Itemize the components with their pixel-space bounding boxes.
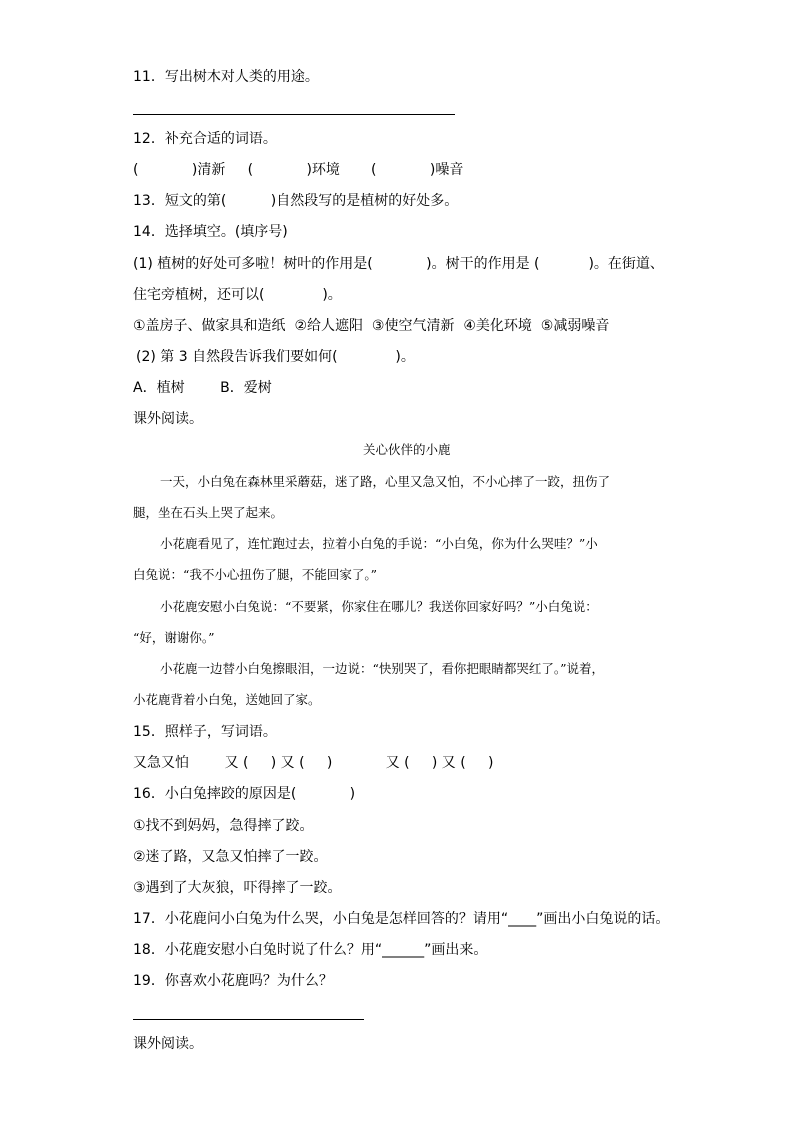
- q16-option-1: ①找不到妈妈，急得摔了跤。: [133, 818, 314, 834]
- q19-answer-line: [133, 1019, 364, 1020]
- q17-prompt-after: ”画出小白兔说的话。: [536, 911, 670, 927]
- q15-example: 又急又怕 又 ( ) 又 ( ) 又 ( ) 又 ( ): [133, 755, 494, 771]
- passage-para1-line1: 一天，小白兔在森林里采蘑菇，迷了路，心里又急又怕，不小心摔了一跤，扭伤了: [160, 474, 611, 489]
- passage-para4-line2: 小花鹿背着小白兔，送她回了家。: [133, 692, 321, 707]
- q12-blanks: ( )清新 ( )环境 ( )噪音: [133, 162, 464, 178]
- section-label-2: 课外阅读。: [133, 1036, 203, 1052]
- passage-para2-line1: 小花鹿看见了，连忙跑过去，拉着小白兔的手说：“小白兔，你为什么哭哇？”小: [160, 536, 598, 551]
- q18-prompt-before: 18．小花鹿安慰小白兔时说了什么？用“: [133, 942, 383, 958]
- q13-prompt: 13．短文的第( )自然段写的是植树的好处多。: [133, 193, 459, 209]
- q15-prompt: 15．照样子，写词语。: [133, 724, 277, 740]
- passage-para2-line2: 白兔说：“我不小心扭伤了腿，不能回家了。”: [133, 567, 378, 582]
- q18-prompt-after: ”画出来。: [424, 942, 488, 958]
- section-label: 课外阅读。: [133, 411, 203, 427]
- q18-underline-mark: ______: [382, 942, 425, 958]
- q14-part1-line1: (1) 植树的好处可多啦！树叶的作用是( )。树干的作用是 ( )。在街道、: [133, 256, 664, 272]
- q16-prompt: 16．小白兔摔跤的原因是( ): [133, 786, 356, 802]
- q14-options: ①盖房子、做家具和造纸 ②给人遮阳 ③使空气清新 ④美化环境 ⑤减弱噪音: [133, 318, 610, 334]
- q19-prompt: 19．你喜欢小花鹿吗？为什么？: [133, 973, 333, 989]
- passage-para3-line1: 小花鹿安慰小白兔说：“不要紧，你家住在哪儿？我送你回家好吗？”小白兔说：: [160, 599, 598, 614]
- q14-prompt: 14．选择填空。(填序号): [133, 224, 288, 240]
- q12-prompt: 12．补充合适的词语。: [133, 131, 277, 147]
- q14-choices: A．植树 B．爱树: [133, 380, 272, 396]
- q18-prompt: [133, 940, 487, 960]
- passage-title: 关心伙伴的小鹿: [363, 442, 451, 457]
- q11-prompt: 11．写出树木对人类的用途。: [133, 69, 319, 85]
- passage-para1-line2: 腿，坐在石头上哭了起来。: [133, 505, 284, 520]
- q17-prompt: [133, 909, 669, 929]
- passage-para3-line2: “好，谢谢你。”: [133, 630, 215, 645]
- q16-option-3: ③遇到了大灰狼，吓得摔了一跤。: [133, 880, 342, 896]
- q16-option-2: ②迷了路，又急又怕摔了一跤。: [133, 849, 328, 865]
- q11-answer-line: [133, 114, 455, 115]
- q17-prompt-before: 17．小花鹿问小白兔为什么哭，小白兔是怎样回答的？请用“: [133, 911, 509, 927]
- passage-para4-line1: 小花鹿一边替小白兔擦眼泪，一边说：“快别哭了，看你把眼睛都哭红了。”说着，: [160, 661, 605, 676]
- q14-part1-line2: 住宅旁植树，还可以( )。: [133, 287, 342, 303]
- q17-underline-mark: ____: [508, 911, 537, 927]
- q14-part2: (2) 第 3 自然段告诉我们要如何( )。: [136, 349, 415, 365]
